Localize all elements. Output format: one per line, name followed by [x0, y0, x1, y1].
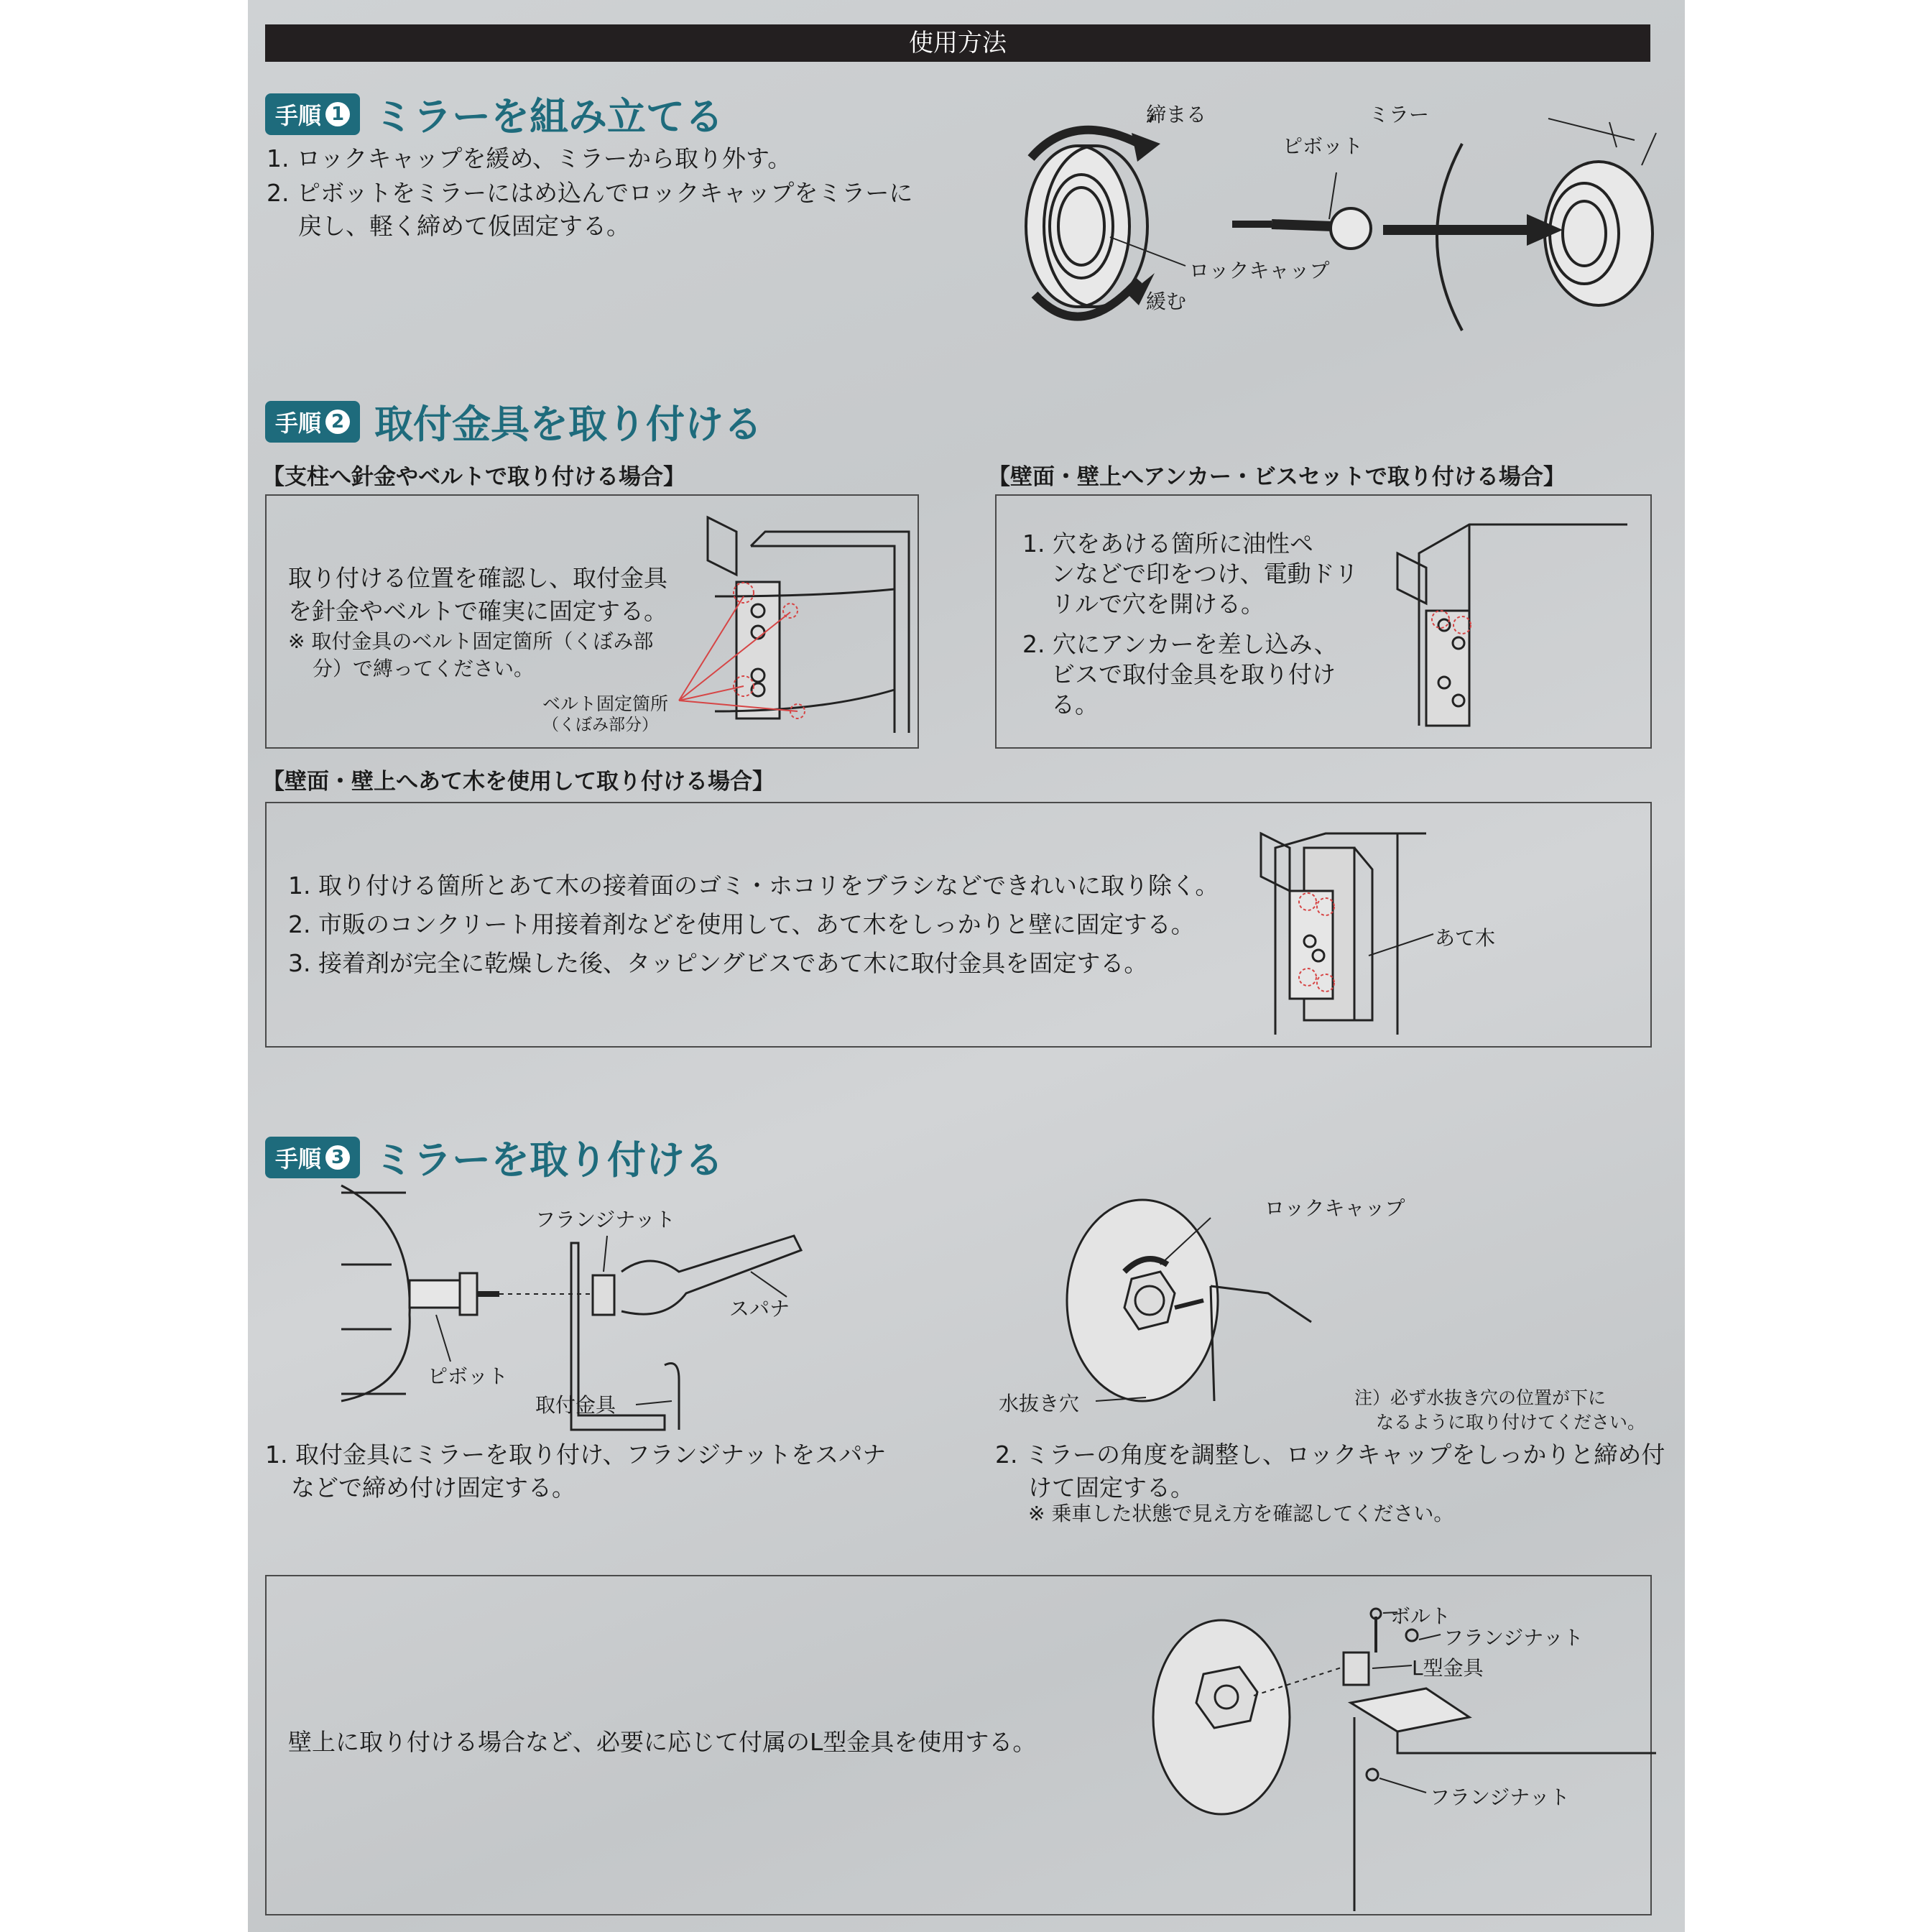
case-b-line-5: ビスで取付金具を取り付け: [1051, 660, 1336, 688]
belt-callout-1: ベルト固定箇所: [542, 693, 669, 714]
case-c-title: 【壁面・壁上へあて木を使用して取り付ける場合】: [262, 769, 775, 795]
l-bracket-text: 壁上に取り付ける場合など、必要に応じて付属のL型金具を使用する。: [288, 1728, 1037, 1756]
instruction-panel: [248, 0, 1685, 1932]
loosen-label: 緩む: [1146, 290, 1187, 313]
case-a-note-1: ※ 取付金具のベルト固定箇所（くぼみ部: [288, 629, 654, 653]
case-a-note-2: 分）で縛ってください。: [313, 657, 535, 680]
step-number: 1: [325, 102, 350, 126]
step-badge-label: 手順: [275, 101, 322, 129]
drain-hole-label: 水抜き穴: [999, 1392, 1080, 1415]
case-b-line-6: る。: [1051, 690, 1099, 718]
case-b-line-4: 2. 穴にアンカーを差し込み、: [1022, 630, 1338, 658]
case-b-line-3: リルで穴を開ける。: [1051, 590, 1265, 618]
bolt-label: ボルト: [1390, 1604, 1451, 1628]
step-badge-label: 手順: [275, 1145, 322, 1173]
bracket-label: 取付金具: [535, 1393, 616, 1417]
backing-wood-label: あて木: [1435, 926, 1496, 950]
case-c-line-1: 1. 取り付ける箇所とあて木の接着面のゴミ・ホコリをブラシなどできれいに取り除く。: [288, 872, 1219, 900]
flange-nut-label: フランジナット: [535, 1208, 675, 1231]
flange-nut-bottom-label: フランジナット: [1430, 1785, 1570, 1809]
pivot-label: ピボット: [1282, 134, 1364, 158]
belt-callout-2: （くぼみ部分）: [542, 716, 658, 734]
drain-note-2: なるように取り付けてください。: [1376, 1412, 1646, 1433]
case-b-title: 【壁面・壁上へアンカー・ビスセットで取り付ける場合】: [988, 464, 1566, 490]
spanner-label: スパナ: [729, 1297, 790, 1321]
step-3-instruction-2-cont: けて固定する。: [1028, 1474, 1194, 1502]
mirror-label: ミラー: [1369, 103, 1430, 126]
case-b-line-1: 1. 穴をあける箇所に油性ペ: [1022, 530, 1313, 558]
pivot-label-step3: ピボット: [427, 1364, 509, 1388]
case-b-line-2: ンなどで印をつけ、電動ドリ: [1051, 560, 1359, 588]
step-1-instruction-2-cont: 戻し、軽く締めて仮固定する。: [298, 212, 630, 240]
step-3-instruction-2-note: ※ 乗車した状態で見え方を確認してください。: [1028, 1502, 1454, 1525]
case-a-title: 【支柱へ針金やベルトで取り付ける場合】: [262, 464, 685, 490]
step-2-title: 取付金具を取り付ける: [374, 402, 763, 447]
drain-note-1: 注）必ず水抜き穴の位置が下に: [1354, 1387, 1607, 1408]
step-1-instruction-1: 1. ロックキャップを緩め、ミラーから取り外す。: [267, 144, 792, 172]
step-number: 3: [325, 1145, 350, 1170]
lockcap-label-step3: ロックキャップ: [1265, 1196, 1405, 1220]
step-3-title: ミラーを取り付ける: [374, 1137, 724, 1183]
case-c-line-3: 3. 接着剤が完全に乾燥した後、タッピングビスであて木に取付金具を固定する。: [288, 949, 1148, 977]
flange-nut-top-label: フランジナット: [1443, 1626, 1584, 1650]
step-1-instruction-2: 2. ピボットをミラーにはめ込んでロックキャップをミラーに: [267, 179, 913, 207]
case-a-text-1: 取り付ける位置を確認し、取付金具: [288, 564, 667, 592]
case-a-text-2: を針金やベルトで確実に固定する。: [288, 597, 667, 625]
step-1-title: ミラーを組み立てる: [374, 94, 724, 139]
l-bracket-label: L型金具: [1412, 1656, 1484, 1680]
step-3-instruction-1-cont: などで締め付け固定する。: [291, 1474, 576, 1502]
case-c-line-2: 2. 市販のコンクリート用接着剤などを使用して、あて木をしっかりと壁に固定する。: [288, 910, 1195, 938]
step-badge-label: 手順: [275, 409, 322, 437]
tighten-label: 締まる: [1146, 103, 1207, 126]
step-3-instruction-2: 2. ミラーの角度を調整し、ロックキャップをしっかりと締め付: [995, 1441, 1665, 1469]
step-number: 2: [325, 410, 350, 434]
step-3-instruction-1: 1. 取付金具にミラーを取り付け、フランジナットをスパナ: [265, 1441, 887, 1469]
lockcap-label: ロックキャップ: [1189, 259, 1330, 282]
section-header: 使用方法: [265, 24, 1650, 62]
